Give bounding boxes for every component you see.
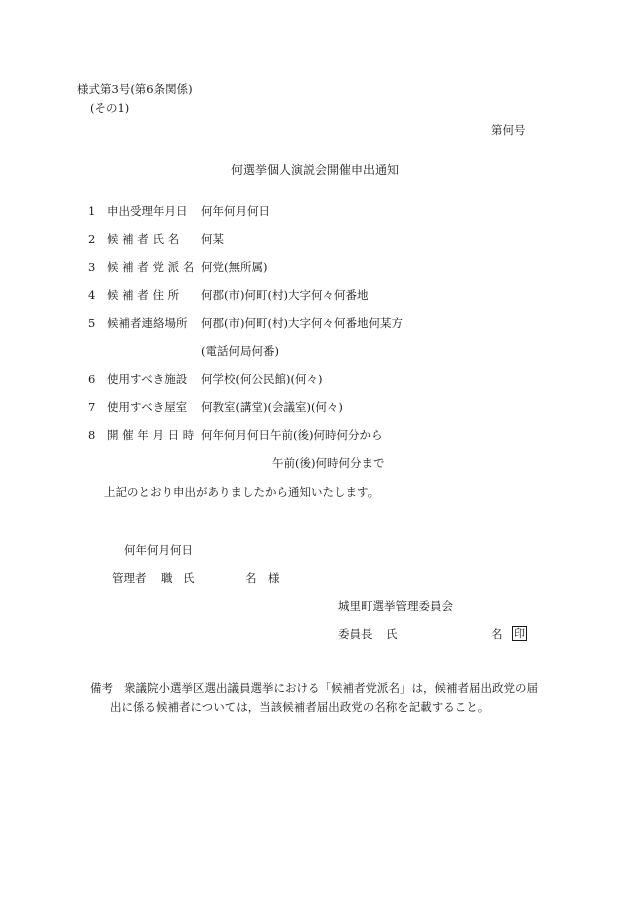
notice-text: 上記のとおり申出がありましたから通知いたします。 — [104, 485, 380, 499]
remarks-line-2: 出に係る候補者については，当該候補者届出政党の名称を記載すること。 — [110, 700, 490, 714]
item-number: 3 — [88, 260, 96, 274]
item-value: 何党(無所属) — [201, 260, 268, 274]
item-label: 使用すべき屋室 — [107, 400, 188, 414]
item-value-end-time: 午前(後)何時何分まで — [272, 456, 385, 470]
item-label: 候補者連絡場所 — [107, 316, 188, 330]
issuer-name: 名 — [491, 627, 503, 641]
item-value: 何年何月何日 — [201, 204, 270, 218]
item-number: 6 — [88, 372, 96, 386]
item-number: 4 — [88, 288, 96, 302]
addressee-name-prefix: 氏 — [183, 571, 195, 585]
item-value: 何教室(講堂)(会議室)(何々) — [201, 400, 343, 414]
addressee-name: 名 — [245, 571, 257, 585]
addressee-position: 職 — [161, 571, 173, 585]
item-value: 何年何月何日午前(後)何時何分から — [201, 428, 383, 442]
item-number: 2 — [88, 232, 96, 246]
item-label: 候 補 者 氏 名 — [107, 232, 180, 246]
item-label: 候 補 者 党 派 名 — [107, 260, 195, 274]
item-number: 7 — [88, 400, 96, 414]
issuer-name-prefix: 氏 — [386, 627, 398, 641]
form-sub-number: (その1) — [90, 101, 130, 115]
form-number: 様式第3号(第6条関係) — [77, 82, 193, 96]
item-value: 何郡(市)何町(村)大字何々何番地何某方 — [201, 316, 403, 330]
item-value-phone: (電話何局何番) — [201, 344, 279, 358]
issuer-committee: 城里町選挙管理委員会 — [338, 599, 453, 613]
item-number: 8 — [88, 428, 96, 442]
addressee-honorific: 様 — [268, 571, 280, 585]
item-label: 使用すべき施設 — [107, 372, 188, 386]
remarks-label: 備考 — [90, 681, 113, 695]
item-number: 1 — [88, 204, 96, 218]
item-label: 候 補 者 住 所 — [107, 288, 180, 302]
item-label: 開 催 年 月 日 時 — [107, 428, 195, 442]
addressee-role: 管理者 — [112, 571, 147, 585]
document-number: 第何号 — [491, 123, 526, 137]
item-number: 5 — [88, 316, 96, 330]
issue-date: 何年何月何日 — [124, 543, 193, 557]
item-value: 何学校(何公民館)(何々) — [201, 372, 323, 386]
item-label: 申出受理年月日 — [107, 204, 188, 218]
page-title: 何選挙個人演説会開催申出通知 — [231, 163, 400, 177]
item-value: 何郡(市)何町(村)大字何々何番地 — [201, 288, 369, 302]
issuer-chair: 委員長 — [338, 627, 373, 641]
seal-text: 印 — [514, 627, 525, 640]
remarks-line-1: 衆議院小選挙区選出議員選挙における「候補者党派名」は，候補者届出政党の届 — [124, 681, 538, 695]
seal-mark — [512, 626, 527, 641]
item-value: 何某 — [201, 232, 224, 246]
